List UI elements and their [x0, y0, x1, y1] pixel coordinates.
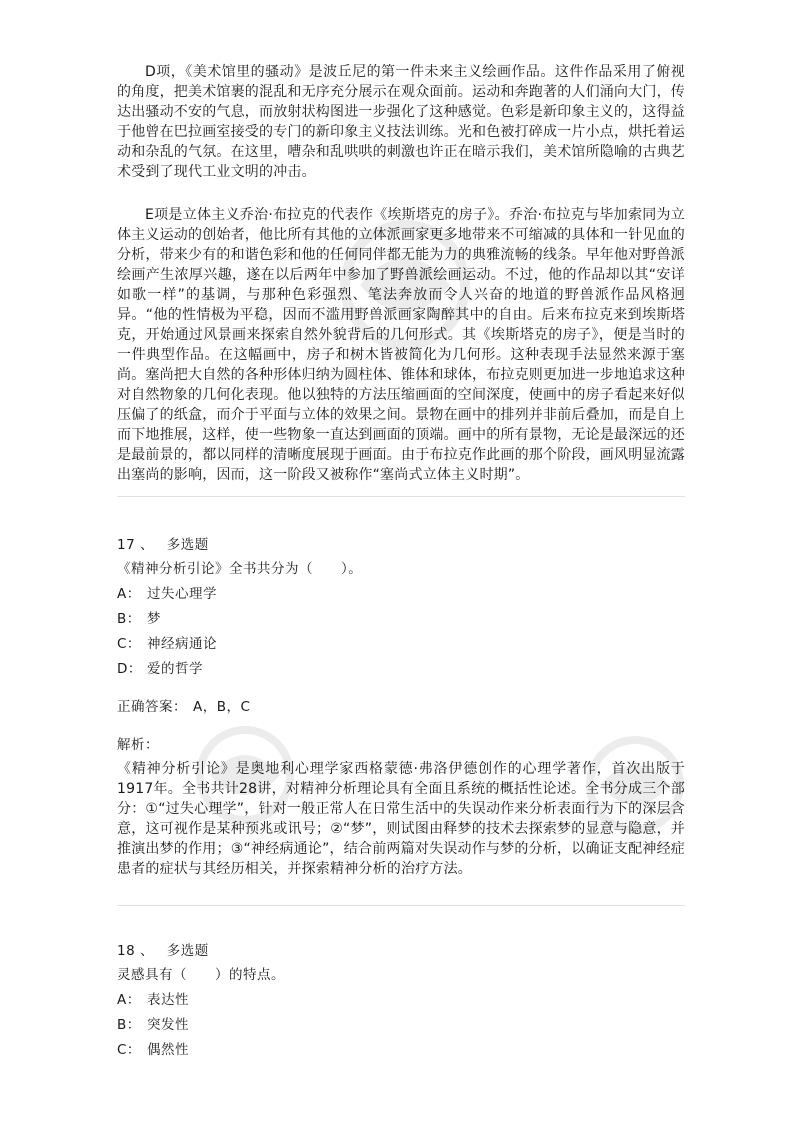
- option-list: [117, 584, 685, 679]
- answer-label: 正确答案：: [117, 699, 187, 715]
- option-label: 神经病通论: [147, 636, 217, 652]
- option-label: 表达性: [147, 992, 189, 1008]
- option-key: A：: [117, 586, 141, 602]
- question-header: [117, 941, 685, 961]
- question-header: [117, 535, 685, 555]
- question-number: 18 、: [117, 943, 154, 959]
- option-key: C：: [117, 1042, 141, 1058]
- option-label: 爱的哲学: [147, 661, 203, 677]
- option-key: B：: [117, 1017, 141, 1033]
- option-list: [117, 990, 685, 1060]
- question-18: [117, 941, 685, 1060]
- section-divider: [117, 496, 685, 497]
- option-b[interactable]: [117, 609, 685, 629]
- option-label: 突发性: [147, 1017, 189, 1033]
- section-divider: [117, 905, 685, 906]
- paragraph-option-e: E项是立体主义乔治·布拉克的代表作《埃斯塔克的房子》。乔治·布拉克与毕加索同为立体主义运动的创始者，他比所有其他的立体派画家更多地带来不可缩减的具体和一针见血的分析，带来少有的和谐色彩和他的任何同伴都无能为力的典雅流畅的线条。早年他对野兽派绘画产生浓厚兴趣，遂在以后两年中参加了野兽派绘画运动。不过，他的作品却以其“安详如歌一样”的基调，与那种色彩强烈、笔法奔放而令人兴奋的地道的野兽派作品风格迥异。“他的性情极为平稳，因而不滥用野兽派画家陶醉其中的自由。后来布拉克来到埃斯塔克，开始通过风景画来探索自然外貌背后的几何形式。其《埃斯塔克的房子》，便是当时的一件典型作品。在这幅画中，房子和树木皆被简化为几何形。这种表现手法显然来源于塞尚。塞尚把大自然的各种形体归纳为圆柱体、锥体和球体，布拉克则更加进一步地追求这种对自然物象的几何化表现。他以独特的方法压缩画面的空间深度，使画中的房子看起来好似压偏了的纸盒，而介于平面与立体的效果之间。景物在画中的排列并非前后叠加，而是自上而下地推展，这样，使一些物象一直达到画面的顶端。画中的所有景物，无论是最深远的还是最前景的，都以同样的清晰度展现于画面。由于布拉克作此画的那个阶段，画风明显流露出塞尚的影响，因而，这一阶段又被称作“塞尚式立体主义时期”。: [117, 207, 685, 483]
- analysis-label: 解析：: [117, 737, 159, 753]
- question-17: [117, 535, 685, 879]
- correct-answer: [117, 697, 685, 717]
- paragraph-option-d: D项，《美术馆里的骚动》是波丘尼的第一件未来主义绘画作品。这件作品采用了俯视的角度，把美术馆裹的混乱和无序充分展示在观众面前。运动和奔跑著的人们涌向大门，传达出骚动不安的气息，而放射状构图进一步强化了这种感觉。色彩是新印象主义的，这得益于他曾在巴拉画室接受的专门的新印象主义技法训练。光和色被打碎成一片小点，烘托着运动和杂乱的气氛。在这里，嘈杂和乱哄哄的刺激也许正在暗示我们，美术馆所隐喻的古典艺术受到了现代工业文明的冲击。: [117, 64, 685, 180]
- option-b[interactable]: [117, 1015, 685, 1035]
- option-c[interactable]: [117, 634, 685, 654]
- answer-value: A，B，C: [193, 699, 251, 715]
- question-number: 17 、: [117, 537, 154, 553]
- option-label: 过失心理学: [147, 586, 217, 602]
- option-label: 梦: [147, 611, 161, 627]
- option-key: A：: [117, 992, 141, 1008]
- option-key: B：: [117, 611, 141, 627]
- question-type: 多选题: [166, 943, 209, 959]
- option-c[interactable]: [117, 1040, 685, 1060]
- option-a[interactable]: [117, 584, 685, 604]
- option-key: D：: [117, 661, 142, 677]
- option-a[interactable]: [117, 990, 685, 1010]
- question-type: 多选题: [166, 537, 209, 553]
- option-d[interactable]: [117, 659, 685, 679]
- question-text: 灵感具有（ ）的特点。: [117, 967, 285, 983]
- option-label: 偶然性: [147, 1042, 189, 1058]
- option-key: C：: [117, 636, 141, 652]
- analysis-text: 《精神分析引论》是奥地利心理学家西格蒙德·弗洛伊德创作的心理学著作，首次出版于1917年。全书共计28讲，对精神分析理论具有全面且系统的概括性论述。全书分成三个部分：①“过失心理学”，针对一般正常人在日常生活中的失误动作来分析表面行为下的深层含意，这可视作是某种预兆或讯号；②“梦”，则试图由释梦的技术去探索梦的显意与隐意，并推演出梦的作用；③“神经病通论”，结合前两篇对失误动作与梦的分析，以确证支配神经症患者的症状与其经历相关，并探索精神分析的治疗方法。: [117, 761, 685, 877]
- question-text: 《精神分析引论》全书共分为（ ）。: [117, 561, 363, 577]
